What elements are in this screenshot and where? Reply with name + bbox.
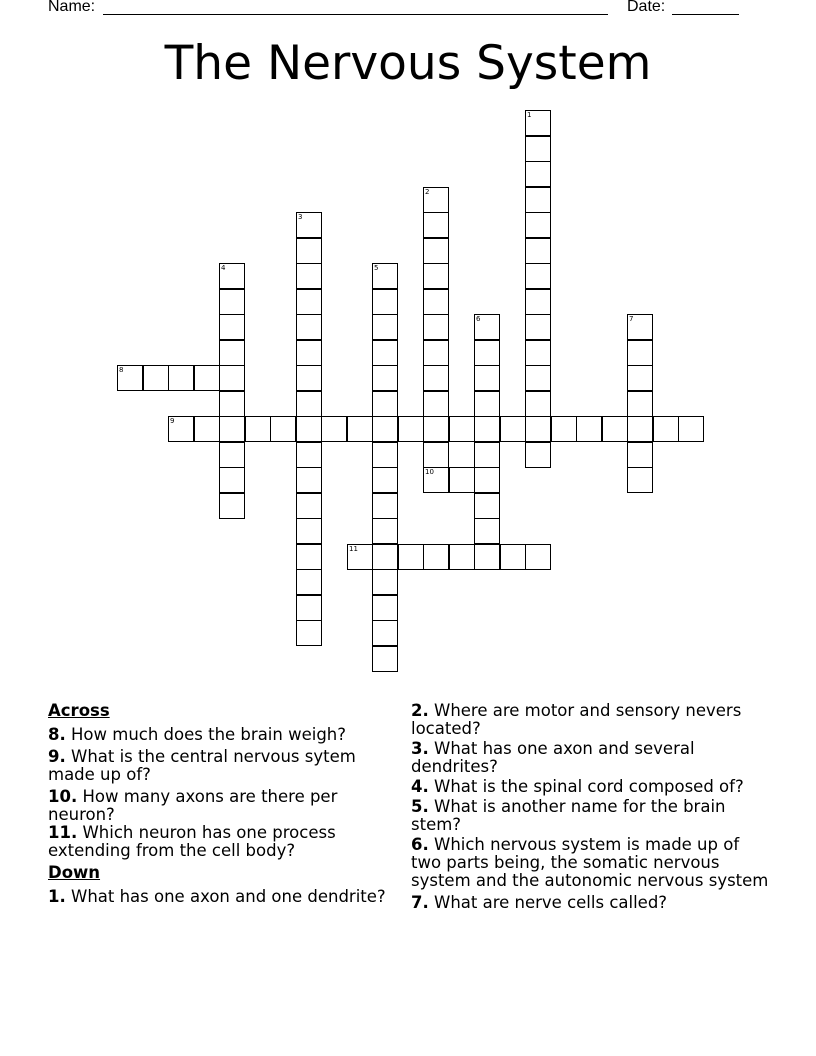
grid-cell[interactable] [423,365,449,391]
clue-text: How much does the brain weigh? [71,725,347,744]
clue-across-9 [48,748,388,784]
clue-text: Where are motor and sensory nevers located? [411,701,742,738]
grid-cell[interactable] [296,263,322,289]
grid-cell[interactable] [296,620,322,646]
grid-cell[interactable] [423,340,449,366]
clue-text: Which neuron has one process extending from the cell body? [48,823,336,860]
clue-number: 5. [411,797,429,816]
grid-cell[interactable] [372,263,398,289]
clue-number: 3. [411,739,429,758]
grid-cell[interactable] [372,314,398,340]
clue-text: What is another name for the brain stem? [411,797,726,834]
cell-number: 4 [221,264,226,272]
clue-text: What is the spinal cord composed of? [434,777,744,796]
clue-text: What is the central nervous sytem made up of? [48,747,356,784]
grid-cell[interactable] [398,416,424,442]
grid-cell[interactable] [423,416,449,442]
clue-text: What has one axon and one dendrite? [71,887,386,906]
grid-cell[interactable] [372,569,398,595]
cell-number: 3 [298,213,303,221]
grid-cell[interactable] [296,340,322,366]
grid-cell[interactable] [525,212,551,238]
across-heading: Across [48,701,110,720]
grid-cell[interactable] [423,212,449,238]
grid-cell[interactable] [500,544,526,570]
clue-down-3 [411,740,771,776]
grid-cell[interactable] [474,518,500,544]
grid-cell[interactable] [296,416,322,442]
grid-cell[interactable] [627,365,653,391]
grid-cell[interactable] [423,391,449,417]
grid-cell[interactable] [423,263,449,289]
grid-cell[interactable] [525,416,551,442]
cell-number: 5 [374,264,379,272]
grid-cell[interactable] [423,467,449,493]
clue-text: What has one axon and several dendrites? [411,739,695,776]
grid-cell[interactable] [347,416,373,442]
grid-cell[interactable] [525,263,551,289]
cell-number: 7 [629,315,634,323]
clue-number: 6. [411,835,429,854]
grid-cell[interactable] [627,467,653,493]
clue-down-2 [411,702,771,738]
down-heading: Down [48,863,101,882]
grid-cell[interactable] [296,569,322,595]
cell-number: 10 [425,468,434,476]
grid-cell[interactable] [296,238,322,264]
grid-cell[interactable] [525,340,551,366]
grid-cell[interactable] [627,340,653,366]
grid-cell[interactable] [296,544,322,570]
grid-cell[interactable] [219,391,245,417]
grid-cell[interactable] [525,136,551,162]
grid-cell[interactable] [449,544,475,570]
grid-cell[interactable] [372,340,398,366]
grid-cell[interactable] [525,289,551,315]
grid-cell[interactable] [372,416,398,442]
grid-cell[interactable] [372,391,398,417]
grid-cell[interactable] [219,263,245,289]
grid-cell[interactable] [372,620,398,646]
clues-left-column [48,702,388,910]
cell-number: 2 [425,188,430,196]
cell-number: 9 [170,417,175,425]
grid-cell[interactable] [474,416,500,442]
grid-cell[interactable] [372,467,398,493]
grid-cell[interactable] [474,493,500,519]
grid-cell[interactable] [117,365,143,391]
grid-cell[interactable] [653,416,679,442]
grid-cell[interactable] [219,340,245,366]
grid-cell[interactable] [372,646,398,672]
cell-number: 6 [476,315,481,323]
grid-cell[interactable] [296,442,322,468]
grid-cell[interactable] [474,544,500,570]
grid-cell[interactable] [372,493,398,519]
grid-cell[interactable] [398,544,424,570]
clue-number: 10. [48,787,78,806]
grid-cell[interactable] [627,442,653,468]
grid-cell[interactable] [474,314,500,340]
grid-cell[interactable] [525,161,551,187]
grid-cell[interactable] [525,314,551,340]
grid-cell[interactable] [194,365,220,391]
cell-number: 11 [349,545,358,553]
grid-cell[interactable] [168,365,194,391]
grid-cell[interactable] [474,442,500,468]
clue-down-4 [411,778,771,796]
grid-cell[interactable] [219,365,245,391]
grid-cell[interactable] [321,416,347,442]
clue-text: Which nervous system is made up of two parts being, the somatic nervous system and the autonomic nervous system [411,835,769,890]
grid-cell[interactable] [143,365,169,391]
clue-number: 9. [48,747,66,766]
grid-cell[interactable] [296,289,322,315]
grid-cell[interactable] [372,544,398,570]
grid-cell[interactable] [219,416,245,442]
grid-cell[interactable] [372,442,398,468]
grid-cell[interactable] [449,416,475,442]
clue-number: 11. [48,823,78,842]
grid-cell[interactable] [423,238,449,264]
grid-cell[interactable] [525,544,551,570]
grid-cell[interactable] [474,365,500,391]
grid-cell[interactable] [449,467,475,493]
grid-cell[interactable] [525,187,551,213]
grid-cell[interactable] [627,391,653,417]
grid-cell[interactable] [525,391,551,417]
grid-cell[interactable] [474,340,500,366]
grid-cell[interactable] [576,416,602,442]
grid-cell[interactable] [296,314,322,340]
grid-cell[interactable] [551,416,577,442]
grid-cell[interactable] [296,467,322,493]
grid-cell[interactable] [168,416,194,442]
grid-cell[interactable] [627,314,653,340]
clue-number: 2. [411,701,429,720]
grid-cell[interactable] [525,110,551,136]
grid-cell[interactable] [296,595,322,621]
cell-number: 1 [527,111,532,119]
grid-cell[interactable] [602,416,628,442]
grid-cell[interactable] [194,416,220,442]
grid-cell[interactable] [525,238,551,264]
clue-down-7 [411,894,771,912]
grid-cell[interactable] [423,314,449,340]
grid-cell[interactable] [627,416,653,442]
clue-number: 8. [48,725,66,744]
clues-right-column [411,702,771,916]
grid-cell[interactable] [296,212,322,238]
clue-number: 7. [411,893,429,912]
grid-cell[interactable] [296,518,322,544]
grid-cell[interactable] [219,442,245,468]
grid-cell[interactable] [423,442,449,468]
grid-cell[interactable] [245,416,271,442]
grid-cell[interactable] [525,442,551,468]
grid-cell[interactable] [270,416,296,442]
clue-text: How many axons are there per neuron? [48,787,338,824]
grid-cell[interactable] [474,467,500,493]
grid-cell[interactable] [500,416,526,442]
grid-cell[interactable] [219,467,245,493]
name-label: Name: [48,0,96,15]
grid-cell[interactable] [372,365,398,391]
clue-across-11 [48,824,388,860]
grid-cell[interactable] [219,289,245,315]
grid-cell[interactable] [372,289,398,315]
grid-cell[interactable] [372,518,398,544]
grid-cell[interactable] [678,416,704,442]
grid-cell[interactable] [474,391,500,417]
grid-cell[interactable] [525,365,551,391]
clue-across-10 [48,788,388,824]
grid-cell[interactable] [423,187,449,213]
clue-text: What are nerve cells called? [434,893,668,912]
clue-down-1 [48,888,388,906]
date-label: Date: [627,0,666,15]
cell-number: 8 [119,366,124,374]
clue-number: 1. [48,887,66,906]
grid-cell[interactable] [219,493,245,519]
grid-cell[interactable] [296,493,322,519]
clue-down-5 [411,798,771,834]
clue-across-8 [48,726,388,744]
clue-down-6 [411,836,771,890]
clue-number: 4. [411,777,429,796]
grid-cell[interactable] [347,544,373,570]
grid-cell[interactable] [372,595,398,621]
grid-cell[interactable] [423,289,449,315]
page-title: The Nervous System [164,36,652,91]
grid-cell[interactable] [423,544,449,570]
grid-cell[interactable] [296,365,322,391]
grid-cell[interactable] [219,314,245,340]
grid-cell[interactable] [296,391,322,417]
